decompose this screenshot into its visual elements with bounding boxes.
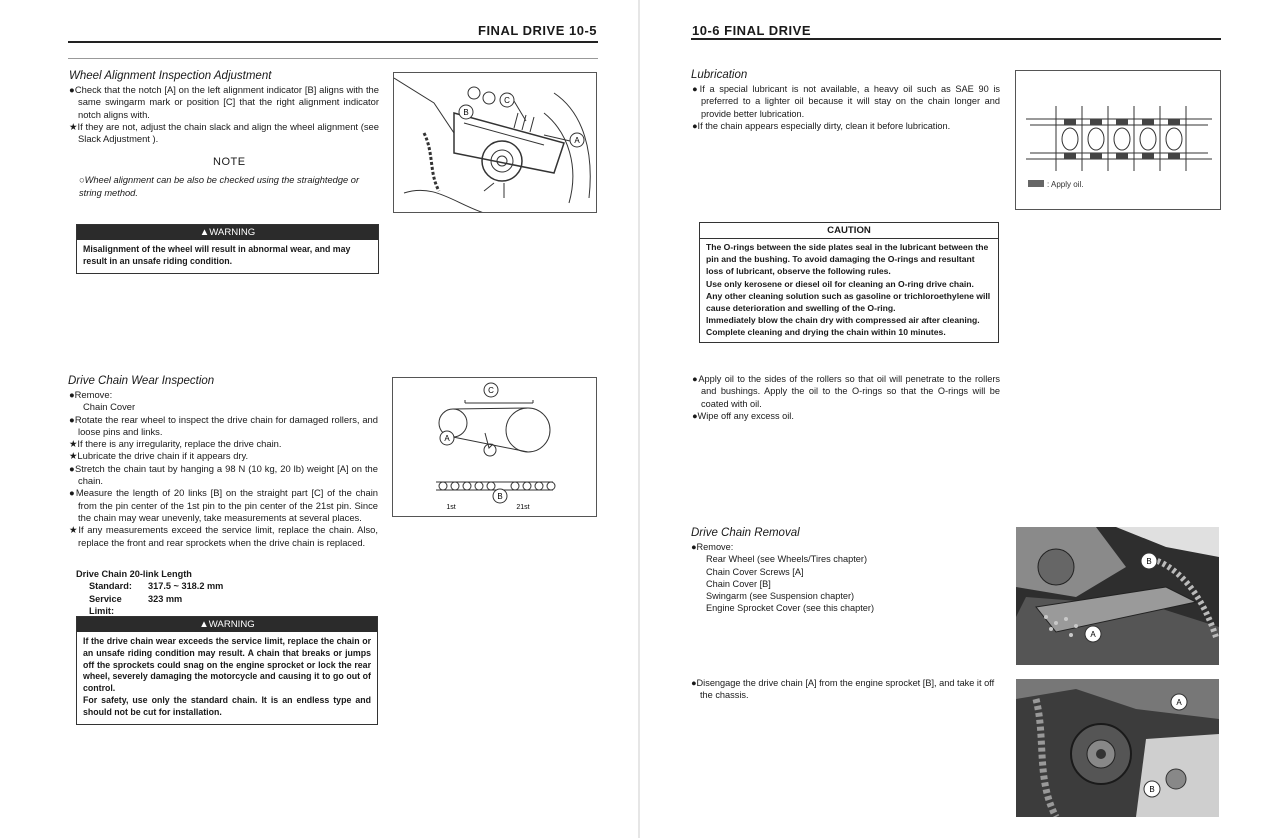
engine-sprocket-photo [1016, 679, 1219, 817]
list-item: ★If there is any irregularity, replace the drive chain. [69, 438, 282, 450]
section-title-chain-wear: Drive Chain Wear Inspection [68, 375, 215, 387]
list-item: ●Disengage the drive chain [A] from the engine sprocket [B], and take it off the chassis. [691, 678, 995, 701]
oil-legend-swatch [1028, 180, 1044, 187]
engine-sprocket-photo-art [1016, 679, 1219, 817]
figure-label-last: 21st [516, 504, 530, 511]
spec-limit-value: 323 mm [148, 593, 183, 604]
list-item: ●Rotate the rear wheel to inspect the drive chain for damaged rollers, and loose pins and links. [69, 413, 378, 437]
spec-block [76, 568, 223, 617]
list-item: ●If the chain appears especially dirty, clean it before lubrication. [692, 120, 951, 131]
chain-cover-photo-art [1016, 527, 1219, 665]
right-page [640, 0, 1280, 838]
figure-label-a: A [574, 136, 580, 145]
list-item: ★If any measurements exceed the service limit, replace the chain. Also, replace the front and rear sprockets when the drive chain is replaced. [69, 524, 378, 548]
warning-text [77, 632, 377, 724]
left-page [0, 0, 638, 838]
caution-label: CAUTION [700, 223, 998, 239]
right-page-header: 10-6 FINAL DRIVE [692, 23, 812, 38]
wheel-alignment-figure [393, 72, 597, 213]
warning-paragraph: If the drive chain wear exceeds the service limit, replace the chain or an unsafe riding condition may result. A chain that breaks or jumps off the sprockets could snag on the engine sprocket or lock the rear wheel, severely damaging the motorcycle and causing it to go out of control. [83, 636, 371, 694]
list-item: ●Remove: [691, 542, 734, 552]
figure-label-first: 1st [446, 504, 456, 511]
list-item: ●Measure the length of 20 links [B] on the straight part [C] of the chain from the pin center of the 1st pin to the pin center of the 21st pin. Since the chain may wear unevenly, take measurements at several places. [69, 487, 378, 523]
lubrication-text [692, 83, 1000, 132]
figure-label-a: A [444, 434, 450, 443]
list-item: ●Apply oil to the sides of the rollers so that oil will penetrate to the rollers and bushings. Apply the oil to the O-rings so that the O-rings will be coated with oil. [692, 374, 1000, 409]
warning-label: ▲WARNING [77, 617, 377, 632]
chain-links [439, 482, 555, 490]
note-text: ○Wheel alignment can be also be checked using the straightedge or string method. [79, 175, 360, 198]
lubrication-figure [1015, 70, 1221, 210]
warning-box-chain [76, 616, 378, 725]
wheel-alignment-text [69, 84, 379, 145]
list-item: Swingarm (see Suspension chapter) [706, 591, 855, 602]
warning-text: Misalignment of the wheel will result in abnormal wear, and may result in an unsafe riding condition. [83, 244, 351, 266]
figure-label-b: B [463, 108, 469, 117]
photo-label-b: B [1149, 785, 1155, 794]
chain-wear-text [69, 389, 378, 549]
spec-title: Drive Chain 20-link Length [76, 569, 192, 579]
list-item: ●If a special lubricant is not available, a heavy oil such as SAE 90 is preferred to a lighter oil because it will stay on the chain longer and provide better lubrication. [692, 84, 1000, 119]
section-title-chain-removal: Drive Chain Removal [691, 527, 800, 539]
figure-label-b: B [497, 492, 503, 501]
photo-label-a: A [1090, 630, 1096, 639]
list-item: Chain Cover [B] [706, 578, 771, 589]
caution-box [699, 222, 999, 343]
section-title-lubrication: Lubrication [691, 69, 748, 81]
list-item: ●Stretch the chain taut by hanging a 98 N (10 kg, 20 lb) weight [A] on the chain. [69, 462, 378, 487]
left-subheader-rule [68, 58, 598, 59]
wheel-alignment-diagram [394, 73, 597, 213]
figure-label-c: C [488, 386, 494, 395]
list-item: ●Remove: [69, 389, 113, 400]
list-item: Rear Wheel (see Wheels/Tires chapter) [706, 554, 868, 565]
section-title-wheel-alignment: Wheel Alignment Inspection Adjustment [69, 70, 272, 82]
photo-label-a: A [1176, 698, 1182, 707]
left-page-header: FINAL DRIVE 10-5 [478, 23, 598, 38]
spec-row-standard [76, 580, 223, 592]
chain-rollers [1062, 128, 1182, 150]
warning-label: ▲WARNING [77, 225, 378, 240]
warning-paragraph: For safety, use only the standard chain. It is an endless type and should not be cut for installation. [83, 694, 371, 717]
caution-paragraph: Use only kerosene or diesel oil for cleaning an O-ring drive chain. Any other cleaning solution such as gasoline or trichloroethylene will cause deterioration and swelling of the O-ring. [706, 278, 991, 314]
lubrication-text-after [692, 373, 1000, 422]
list-item: Engine Sprocket Cover (see this chapter) [706, 603, 875, 614]
left-header-rule [68, 41, 598, 43]
warning-box-alignment [76, 224, 379, 274]
chain-lubrication-diagram [1016, 71, 1221, 210]
spec-standard-value: 317.5 ~ 318.2 mm [148, 581, 224, 592]
caution-text [700, 239, 998, 342]
list-item: ●Check that the notch [A] on the left alignment indicator [B] aligns with the same swingarm mark or position [C] that the right alignment indicator notch aligns with. [69, 84, 379, 120]
list-item: Chain Cover Screws [A] [706, 566, 804, 577]
list-item: ★Lubricate the drive chain if it appears dry. [69, 450, 249, 462]
spec-row-limit [76, 593, 223, 618]
disengage-text [691, 677, 1001, 702]
list-item: Chain Cover [83, 401, 136, 413]
list-item: ★If they are not, adjust the chain slack and align the wheel alignment (see Slack Adjustment ). [69, 120, 379, 145]
figure-legend: : Apply oil. [1047, 180, 1084, 189]
caution-paragraph: The O-rings between the side plates seal in the lubricant between the pin and the bushing. To avoid damaging the O-rings and resultant loss of lubricant, observe the following rules. [706, 242, 989, 277]
spec-standard-label: Standard: [89, 581, 132, 592]
caution-paragraph: Immediately blow the chain dry with compressed air after cleaning. Complete cleaning and drying the chain within 10 minutes. [706, 315, 980, 338]
photo-label-b: B [1146, 557, 1152, 566]
chain-cover-photo [1016, 527, 1219, 665]
chain-wear-diagram [393, 378, 597, 517]
list-item: ●Wipe off any excess oil. [692, 410, 794, 421]
figure-label-c: C [504, 96, 510, 105]
right-header-rule [691, 38, 1221, 40]
note-title: NOTE [213, 156, 246, 168]
spec-limit-label: Service Limit: [89, 593, 122, 616]
chain-wear-figure [392, 377, 597, 517]
chain-removal-text [691, 541, 991, 615]
